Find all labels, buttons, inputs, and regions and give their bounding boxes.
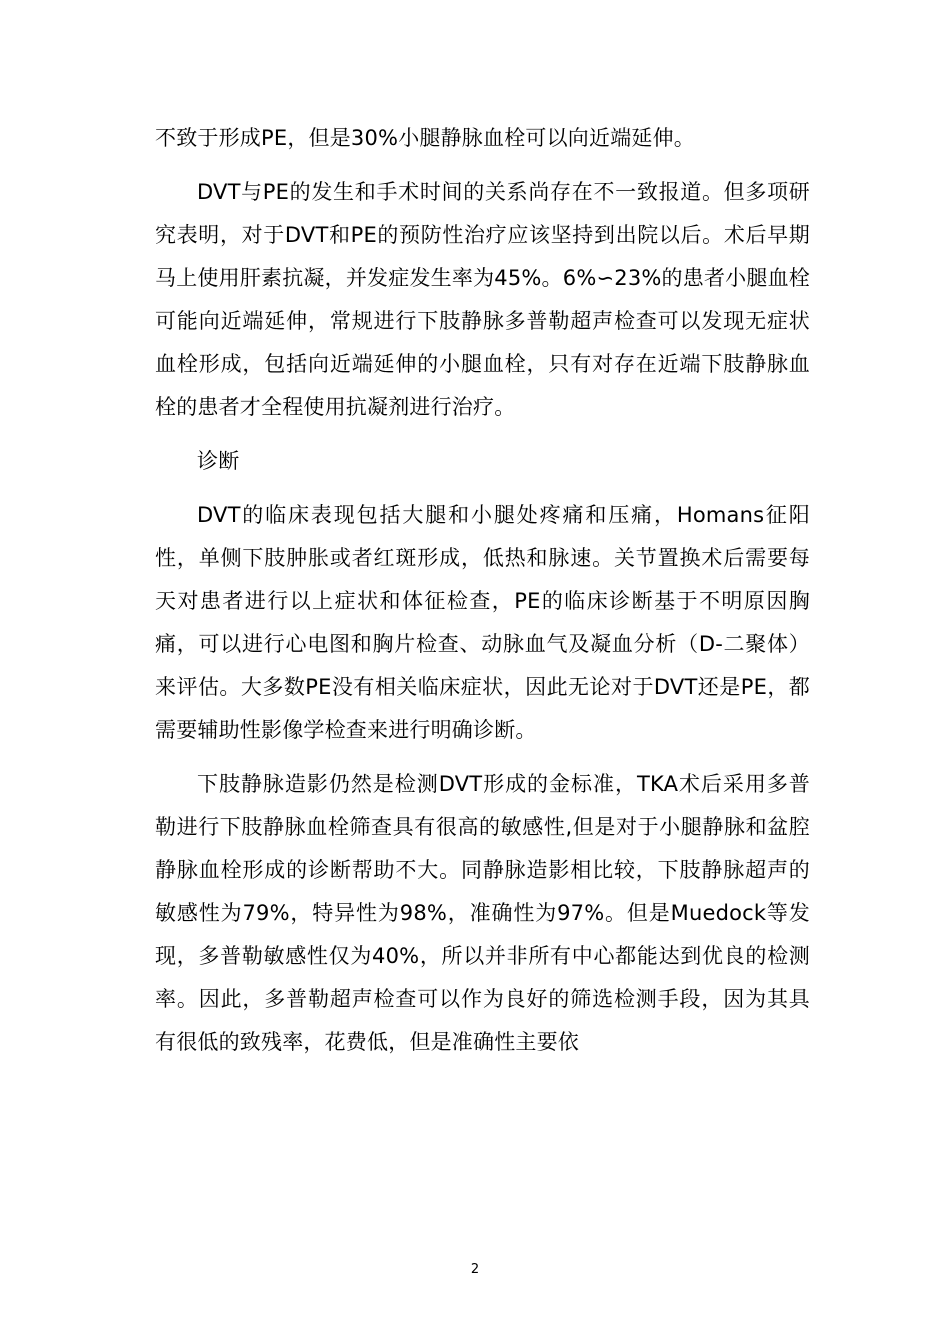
- paragraph-continuation: 不致于形成PE，但是30%小腿静脉血栓可以向近端延伸。: [155, 126, 696, 150]
- paragraph-gap: [155, 752, 810, 763]
- paragraph-dvt-pe-timing: DVT与PE的发生和手术时间的关系尚存在不一致报道。但多项研究表明，对于DVT和PE的预防性治疗应该坚持到出院以后。术后早期马上使用肝素抗凝，并发症发生率为45%。6%∽23%的患者小腿血栓可能向近端延伸，常规进行下肢静脉多普勒超声检查可以发现无症状血栓形成，包括向近端延伸的小腿血栓，只有对存在近端下肢静脉血栓的患者才全程使用抗凝剂进行治疗。: [155, 180, 810, 419]
- body-text: [155, 117, 810, 1064]
- paragraph-gap: [155, 429, 810, 440]
- paragraph-clinical-presentation: DVT的临床表现包括大腿和小腿处疼痛和压痛，Homans征阳性，单侧下肢肿胀或者红斑形成，低热和脉速。关节置换术后需要每天对患者进行以上症状和体征检查，PE的临床诊断基于不明原因胸痛，可以进行心电图和胸片检查、动脉血气及凝血分析（D-二聚体）来评估。大多数PE没有相关临床症状，因此无论对于DVT还是PE，都需要辅助性影像学检查来进行明确诊断。: [155, 503, 810, 742]
- paragraph-venography: 下肢静脉造影仍然是检测DVT形成的金标准，TKA术后采用多普勒进行下肢静脉血栓筛查具有很高的敏感性,但是对于小腿静脉和盆腔静脉血栓形成的诊断帮助不大。同静脉造影相比较，下肢静脉超声的敏感性为79%，特异性为98%，准确性为97%。但是Muedock等发现，多普勒敏感性仅为40%，所以并非所有中心都能达到优良的检测率。因此，多普勒超声检查可以作为良好的筛选检测手段，因为其具有很低的致残率，花费低，但是准确性主要依: [155, 772, 810, 1054]
- section-heading-diagnosis: 诊断: [197, 449, 240, 473]
- paragraph-gap: [155, 483, 810, 494]
- paragraph-gap: [155, 160, 810, 171]
- page-number: 2: [470, 1262, 480, 1277]
